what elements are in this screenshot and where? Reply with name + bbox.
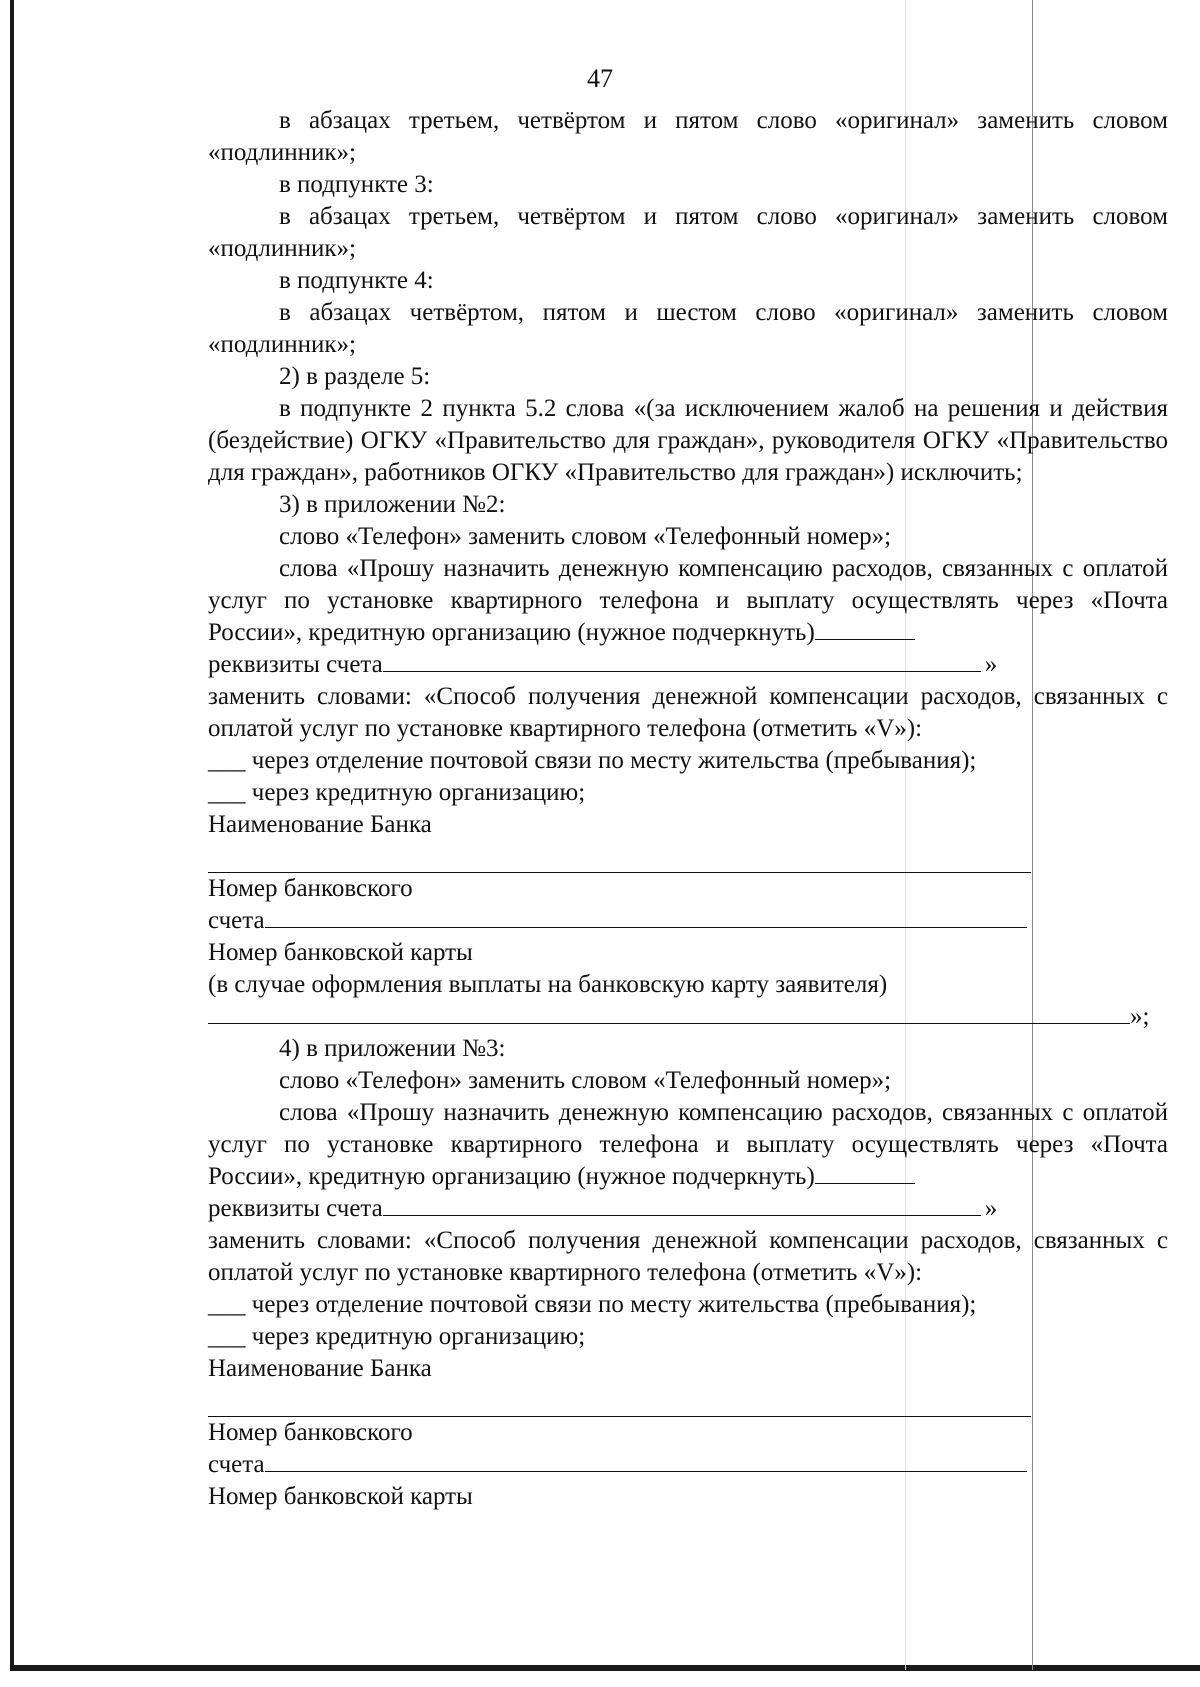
option-line: ___ через кредитную организацию; [208, 779, 586, 806]
field-label: Номер банковского [208, 875, 413, 902]
paragraph: слово «Телефон» заменить словом «Телефонный номер»; [279, 1067, 892, 1094]
paragraph: 2) в разделе 5: [279, 363, 431, 390]
closing-quote: » [984, 1195, 998, 1222]
blank-underline [383, 649, 981, 672]
field-label: счета [208, 1451, 265, 1478]
account-details-label: реквизиты счета [208, 1195, 383, 1222]
card-line [208, 1001, 1168, 1033]
paragraph-text: слова «Прошу назначить денежную компенсацию расходов, связанных с оплатой услуг по установке квартирного телефона и выплату осуществлять через «Почта России», кредитную организацию (нужное подчеркнуть) [208, 555, 1168, 646]
paragraph: в абзацах третьем, четвёртом и пятом слово «оригинал» заменить словом «подлинник»; [208, 203, 1168, 262]
account-details-label: реквизиты счета [208, 651, 383, 678]
paragraph: в подпункте 3: [279, 171, 434, 198]
paragraph: слово «Телефон» заменить словом «Телефонный номер»; [279, 523, 892, 550]
paragraph: 4) в приложении №3: [279, 1035, 506, 1062]
field-note: (в случае оформления выплаты на банковскую карту заявителя) [208, 971, 888, 998]
account-details-line [208, 1193, 1168, 1225]
paragraph-text: слова «Прошу назначить денежную компенсацию расходов, связанных с оплатой услуг по установке квартирного телефона и выплату осуществлять через «Почта России», кредитную организацию (нужное подчеркнуть) [208, 1099, 1168, 1190]
page-number: 47 [587, 64, 613, 93]
paragraph: в абзацах третьем, четвёртом и пятом слово «оригинал» заменить словом «подлинник»; [208, 107, 1168, 166]
paragraph: в подпункте 2 пункта 5.2 слова «(за исключением жалоб на решения и действия (бездействие) ОГКУ «Правительство для граждан», руководителя ОГКУ «Правительство для граждан», работников ОГКУ «Правительство для граждан») исключить; [208, 395, 1168, 486]
document-body [208, 105, 1168, 1513]
paragraph: заменить словами: «Способ получения денежной компенсации расходов, связанных с оплатой услуг по установке квартирного телефона (отметить «V»): [208, 1227, 1168, 1286]
scan-edge-bottom [10, 1665, 1200, 1671]
blank-underline [815, 617, 915, 640]
closing-quote: » [984, 651, 998, 678]
paragraph: 3) в приложении №2: [279, 491, 506, 518]
field-label: Наименование Банка [208, 811, 432, 838]
field-label: Наименование Банка [208, 1355, 432, 1382]
option-line: ___ через кредитную организацию; [208, 1323, 586, 1350]
paragraph: в подпункте 4: [279, 267, 434, 294]
field-label: Номер банковской карты [208, 939, 473, 966]
blank-underline [208, 1385, 1031, 1417]
field-label: счета [208, 907, 265, 934]
blank-underline [208, 841, 1031, 873]
closing-quote: »; [1130, 1003, 1150, 1030]
paragraph [208, 1097, 1168, 1193]
blank-underline [208, 1001, 1130, 1024]
account-line [208, 905, 1168, 937]
option-line: ___ через отделение почтовой связи по месту жительства (пребывания); [208, 1291, 977, 1318]
field-label: Номер банковского [208, 1419, 413, 1446]
account-details-line [208, 649, 1168, 681]
blank-underline [815, 1161, 915, 1184]
account-line [208, 1449, 1168, 1481]
blank-underline [265, 905, 1027, 928]
paragraph: заменить словами: «Способ получения денежной компенсации расходов, связанных с оплатой услуг по установке квартирного телефона (отметить «V»): [208, 683, 1168, 742]
paragraph: в абзацах четвёртом, пятом и шестом слово «оригинал» заменить словом «подлинник»; [208, 299, 1168, 358]
option-line: ___ через отделение почтовой связи по месту жительства (пребывания); [208, 747, 977, 774]
scan-edge-left [10, 0, 14, 1670]
paragraph [208, 553, 1168, 649]
blank-underline [265, 1449, 1027, 1472]
field-label: Номер банковской карты [208, 1483, 473, 1510]
blank-underline [383, 1193, 981, 1216]
